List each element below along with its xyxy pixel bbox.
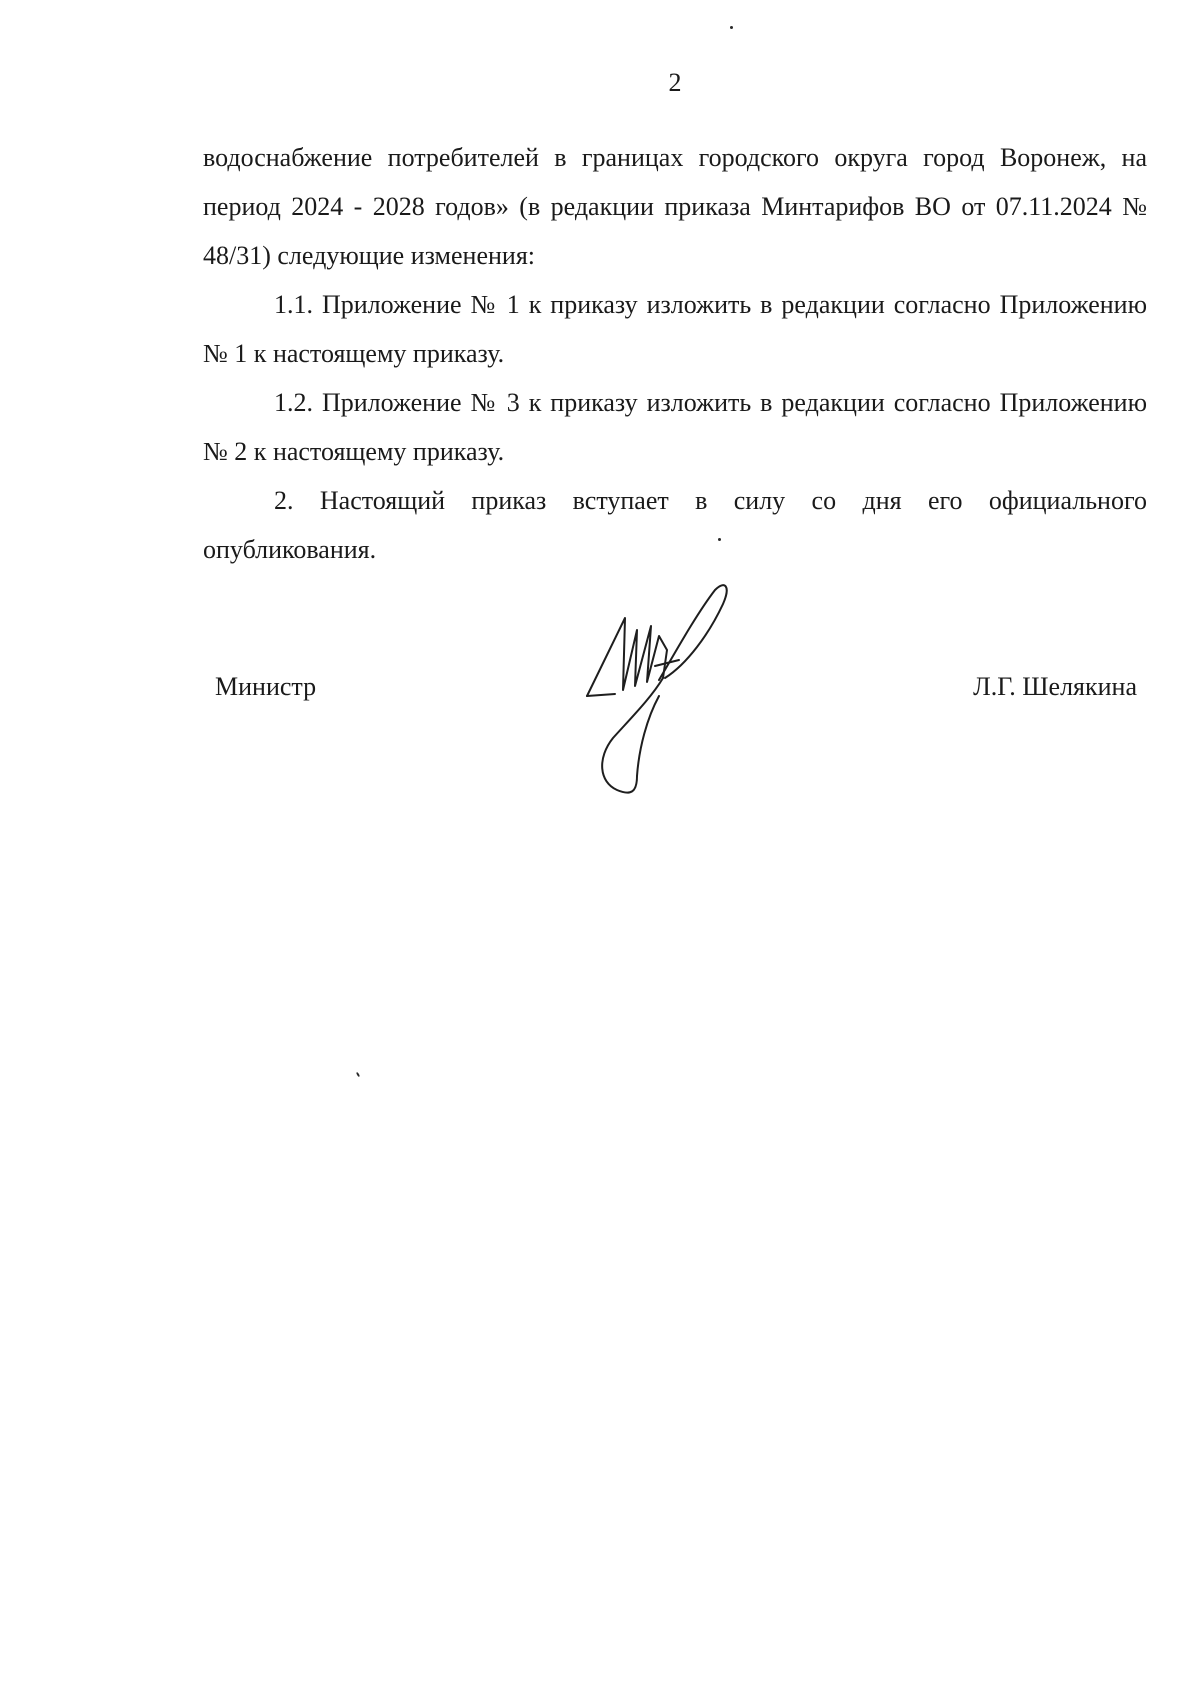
signer-name: Л.Г. Шелякина <box>973 672 1137 701</box>
page-number: 2 <box>668 68 682 97</box>
handwritten-signature <box>575 578 745 808</box>
document-body <box>203 133 1147 574</box>
paragraph-item-2: 2. Настоящий приказ вступает в силу со дня его официального опубликования. <box>203 486 1147 564</box>
paragraph-item-1-1: 1.1. Приложение № 1 к приказу изложить в редакции согласно Приложению № 1 к настоящему приказу. <box>203 290 1147 368</box>
signer-position: Министр <box>215 672 317 701</box>
scan-speck <box>356 1072 360 1077</box>
paragraph-continuation: водоснабжение потребителей в границах городского округа город Воронеж, на период 2024 - 2028 годов» (в редакции приказа Минтарифов ВО от 07.11.2024 № 48/31) следующие изменения: <box>203 143 1147 270</box>
paragraph-item-1-2: 1.2. Приложение № 3 к приказу изложить в редакции согласно Приложению № 2 к настоящему приказу. <box>203 388 1147 466</box>
scan-speck <box>718 538 721 541</box>
scan-speck <box>730 26 733 29</box>
